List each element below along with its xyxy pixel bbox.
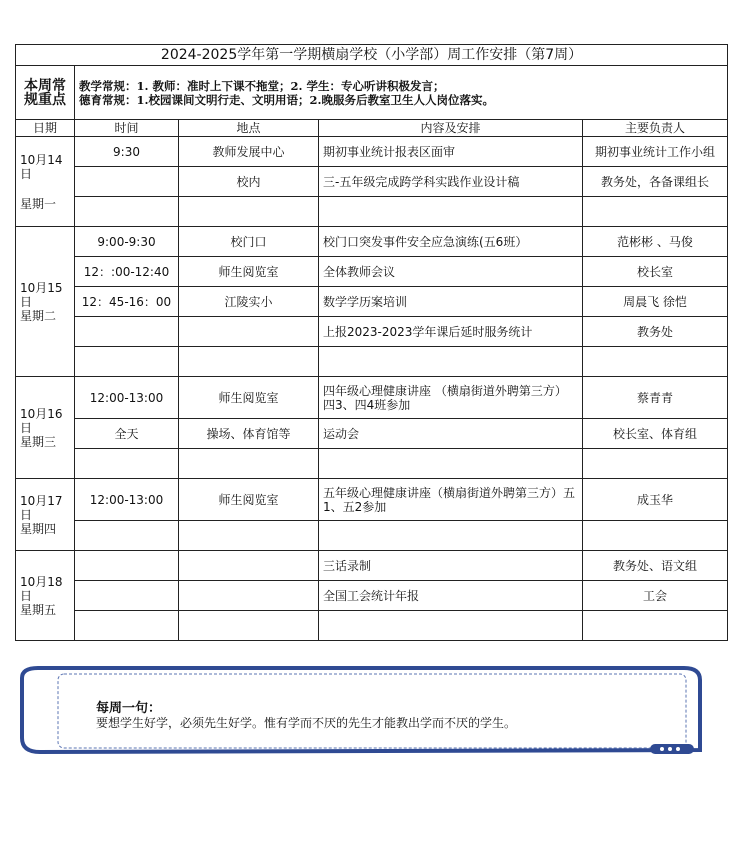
place-cell: [179, 581, 319, 611]
table-row: [16, 347, 728, 377]
header-place: 地点: [179, 120, 319, 137]
focus-moral: 德育常规：1.校园课间文明行走、文明用语；2.晚服务后教室卫生人人岗位落实。: [79, 92, 495, 107]
place-cell: 江陵实小: [179, 287, 319, 317]
time-cell: [75, 611, 179, 641]
table-row: [16, 581, 728, 611]
day-cell: [16, 377, 75, 479]
table-row: [16, 167, 728, 197]
time-cell: [75, 551, 179, 581]
day-weekday: 星期三: [20, 434, 57, 449]
time-cell: [75, 521, 179, 551]
day-date: 10月16日: [20, 406, 63, 435]
owner-cell: [583, 197, 728, 227]
place-cell: 教师发展中心: [179, 137, 319, 167]
content-cell: 上报2023-2023学年课后延时服务统计: [319, 317, 583, 347]
table-row: [16, 479, 728, 521]
header-owner: 主要负责人: [583, 120, 728, 137]
weekly-schedule-table: [15, 44, 728, 641]
table-row: [16, 257, 728, 287]
content-cell: 校门口突发事件安全应急演练(五6班）: [319, 227, 583, 257]
place-cell: 师生阅览室: [179, 479, 319, 521]
content-cell: 数学学历案培训: [319, 287, 583, 317]
place-cell: [179, 551, 319, 581]
focus-label: [16, 66, 75, 120]
table-row: [16, 551, 728, 581]
owner-cell: [583, 347, 728, 377]
header-content: 内容及安排: [319, 120, 583, 137]
place-cell: 操场、体育馆等: [179, 419, 319, 449]
time-cell: [75, 347, 179, 377]
content-cell: 期初事业统计报表区面审: [319, 137, 583, 167]
place-cell: [179, 197, 319, 227]
table-row: [16, 449, 728, 479]
place-cell: 师生阅览室: [179, 377, 319, 419]
owner-cell: 成玉华: [583, 479, 728, 521]
table-row: [16, 227, 728, 257]
day-weekday: 星期二: [20, 308, 57, 323]
place-cell: [179, 521, 319, 551]
owner-cell: 教务处: [583, 317, 728, 347]
table-row: [16, 377, 728, 419]
content-cell: [319, 347, 583, 377]
place-cell: 师生阅览室: [179, 257, 319, 287]
focus-content: [75, 66, 728, 120]
content-cell: 全国工会统计年报: [319, 581, 583, 611]
time-cell: 12：:00-12:40: [75, 257, 179, 287]
owner-cell: 蔡青青: [583, 377, 728, 419]
table-row: [16, 287, 728, 317]
day-cell: [16, 479, 75, 551]
content-cell: 全体教师会议: [319, 257, 583, 287]
focus-label-line2: 规重点: [24, 91, 66, 108]
time-cell: [75, 581, 179, 611]
day-cell: [16, 137, 75, 227]
table-row: [16, 317, 728, 347]
content-cell: [319, 521, 583, 551]
time-cell: 全天: [75, 419, 179, 449]
content-cell: [319, 197, 583, 227]
place-cell: 校内: [179, 167, 319, 197]
owner-cell: [583, 521, 728, 551]
time-cell: [75, 197, 179, 227]
owner-cell: 期初事业统计工作小组: [583, 137, 728, 167]
owner-cell: 教务处，各备课组长: [583, 167, 728, 197]
place-cell: 校门口: [179, 227, 319, 257]
content-cell: [319, 449, 583, 479]
quote-title: 每周一句：: [96, 701, 162, 716]
table-header-row: [16, 120, 728, 137]
table-row: [16, 197, 728, 227]
table-row: [16, 521, 728, 551]
day-weekday: 星期一: [20, 196, 57, 211]
day-cell: [16, 227, 75, 377]
place-cell: [179, 347, 319, 377]
owner-cell: [583, 611, 728, 641]
focus-label-line1: 本周常: [24, 77, 66, 94]
place-cell: [179, 317, 319, 347]
time-cell: [75, 167, 179, 197]
time-cell: [75, 449, 179, 479]
day-cell: [16, 551, 75, 641]
table-row: [16, 419, 728, 449]
time-cell: 12:00-13:00: [75, 377, 179, 419]
quote-text: 要想学生好学，必须先生好学。惟有学而不厌的先生才能教出学而不厌的学生。: [96, 716, 517, 730]
owner-cell: 工会: [583, 581, 728, 611]
time-cell: 12：45-16：00: [75, 287, 179, 317]
content-cell: 五年级心理健康讲座（横扇街道外聘第三方）五1、五2参加: [319, 479, 583, 521]
content-cell: 运动会: [319, 419, 583, 449]
owner-cell: 校长室、体育组: [583, 419, 728, 449]
time-cell: [75, 317, 179, 347]
time-cell: 9:00-9:30: [75, 227, 179, 257]
place-cell: [179, 611, 319, 641]
owner-cell: 教务处、语文组: [583, 551, 728, 581]
content-cell: 三话录制: [319, 551, 583, 581]
table-row: [16, 611, 728, 641]
place-cell: [179, 449, 319, 479]
table-row: [16, 137, 728, 167]
day-date: 10月15日: [20, 280, 63, 309]
content-cell: 三-五年级完成跨学科实践作业设计稿: [319, 167, 583, 197]
day-weekday: 星期四: [20, 521, 57, 536]
header-date: 日期: [16, 120, 75, 137]
owner-cell: 周晨飞 徐恺: [583, 287, 728, 317]
owner-cell: [583, 449, 728, 479]
header-time: 时间: [75, 120, 179, 137]
time-cell: 12:00-13:00: [75, 479, 179, 521]
time-cell: 9:30: [75, 137, 179, 167]
day-date: 10月18日: [20, 574, 63, 603]
owner-cell: 校长室: [583, 257, 728, 287]
content-cell: 四年级心理健康讲座 （横扇街道外聘第三方）四3、四4班参加: [319, 377, 583, 419]
page-title: 2024-2025学年第一学期横扇学校（小学部）周工作安排（第7周）: [16, 45, 728, 66]
focus-teaching: 教学常规：1. 教师：准时上下课不拖堂；2. 学生：专心听讲积极发言；: [79, 78, 445, 93]
day-weekday: 星期五: [20, 602, 57, 617]
day-date: 10月14日: [20, 152, 63, 181]
content-cell: [319, 611, 583, 641]
owner-cell: 范彬彬 、马俊: [583, 227, 728, 257]
day-date: 10月17日: [20, 493, 63, 522]
